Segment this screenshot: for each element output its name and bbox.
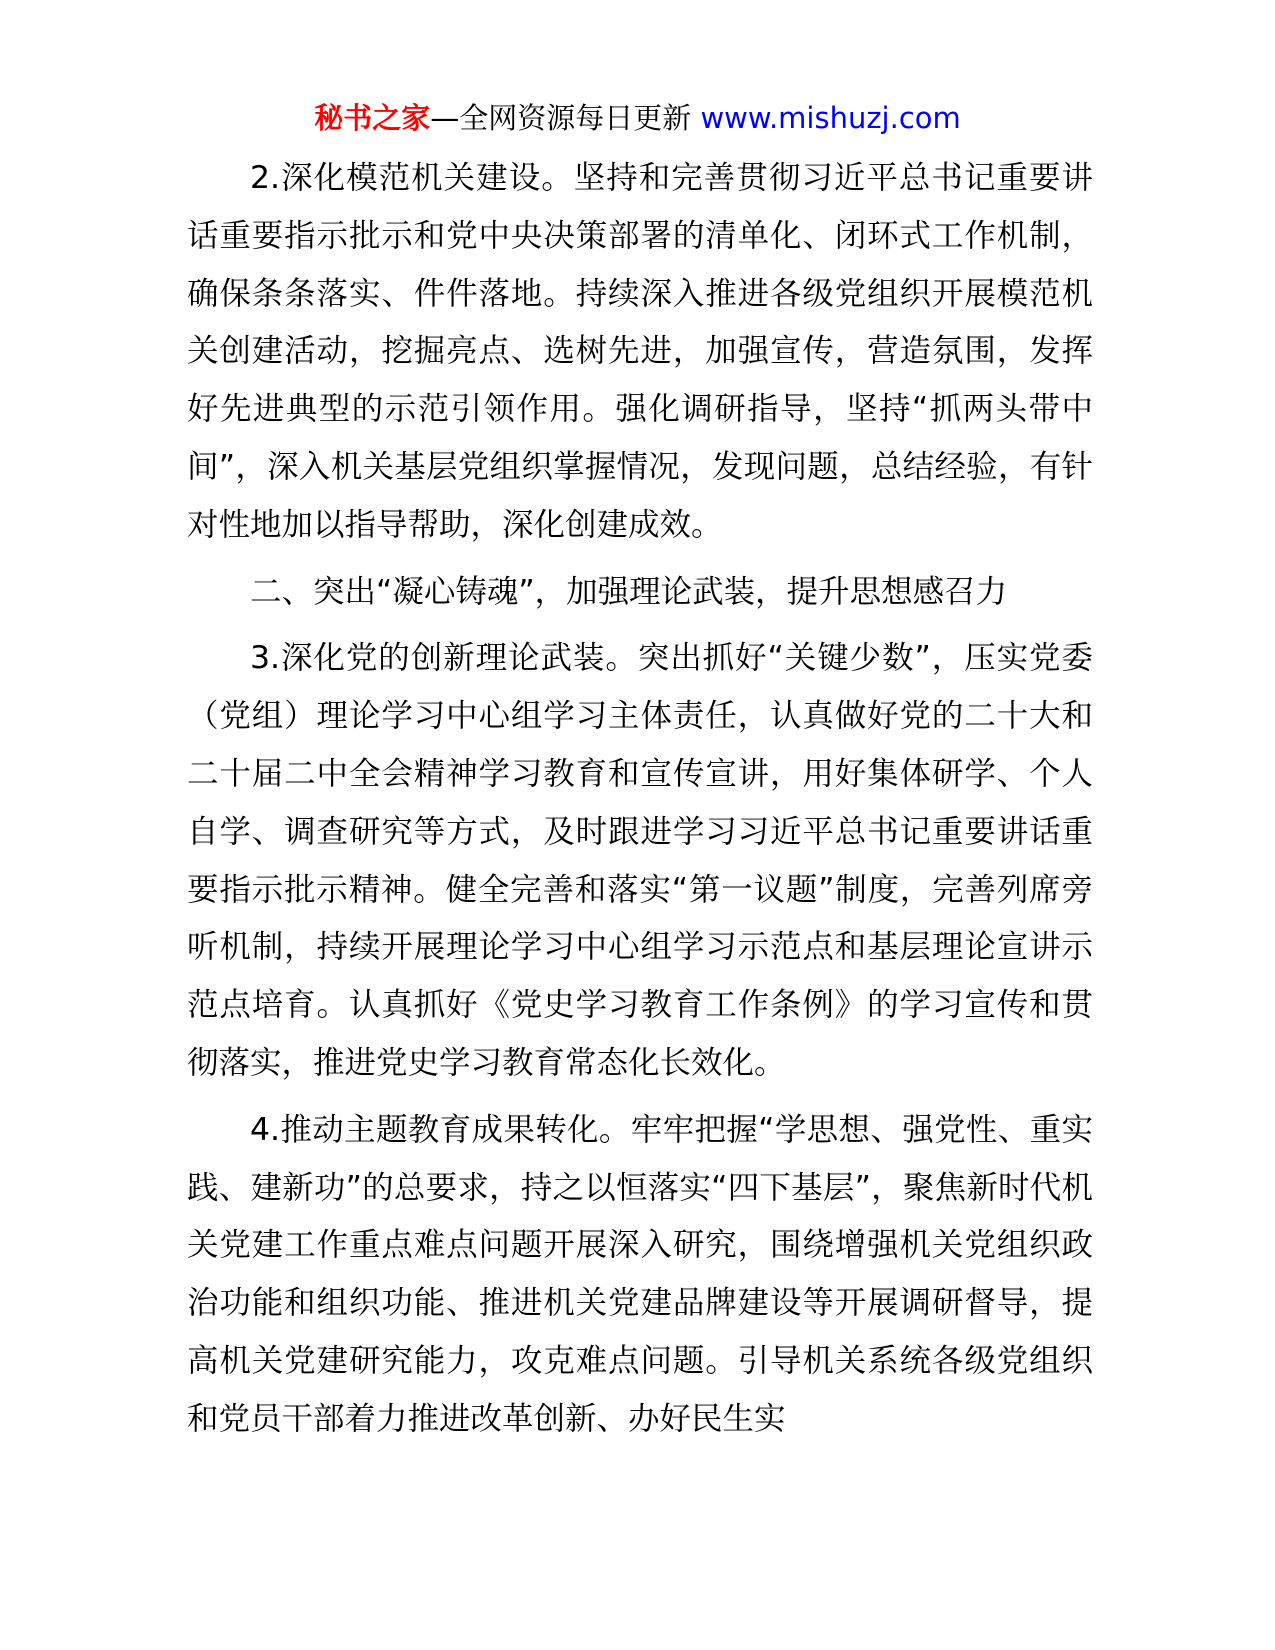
- header-slogan: —全网资源每日更新: [430, 101, 701, 135]
- section-heading-theory: 二、突出“凝心铸魂”，加强理论武装，提升思想感召力: [250, 573, 1008, 610]
- paragraph-theme-education: 4.推动主题教育成果转化。牢牢把握“学思想、强党性、重实践、建新功”的总要求，持之以恒落实“四下基层”，聚焦新时代机关党建工作重点难点问题开展深入研究，围绕增强机关党组织政治功能和组织功能、推进机关党建品牌建设等开展调研督导，提高机关党建研究能力，攻克难点问题。引导机关系统各级党组织和党员干部着力推进改革创新、办好民生实: [187, 1111, 1093, 1437]
- site-url-link[interactable]: www.mishuzj.com: [700, 101, 961, 135]
- paragraph-innovation-theory: 3.深化党的创新理论武装。突出抓好“关键少数”，压实党委（党组）理论学习中心组学习主体责任，认真做好党的二十大和二十届二中全会精神学习教育和宣传宣讲，用好集体研学、个人自学、调查研究等方式，及时跟进学习习近平总书记重要讲话重要指示批示精神。健全完善和落实“第一议题”制度，完善列席旁听机制，持续开展理论学习中心组学习示范点和基层理论宣讲示范点培育。认真抓好《党史学习教育工作条例》的学习宣传和贯彻落实，推进党史学习教育常态化长效化。: [187, 640, 1093, 1081]
- brand-name: 秘书之家: [314, 101, 431, 135]
- paragraph-model-organ-building: 2.深化模范机关建设。坚持和完善贯彻习近平总书记重要讲话重要指示批示和党中央决策部署的清单化、闭环式工作机制，确保条条落实、件件落地。持续深入推进各级党组织开展模范机关创建活动，挖掘亮点、选树先进，加强宣传，营造氛围，发挥好先进典型的示范引领作用。强化调研指导，坚持“抓两头带中间”，深入机关基层党组织掌握情况，发现问题，总结经验，有针对性地加以指导帮助，深化创建成效。: [187, 160, 1093, 543]
- site-header: [0, 98, 1275, 138]
- document-body: [187, 150, 1093, 1449]
